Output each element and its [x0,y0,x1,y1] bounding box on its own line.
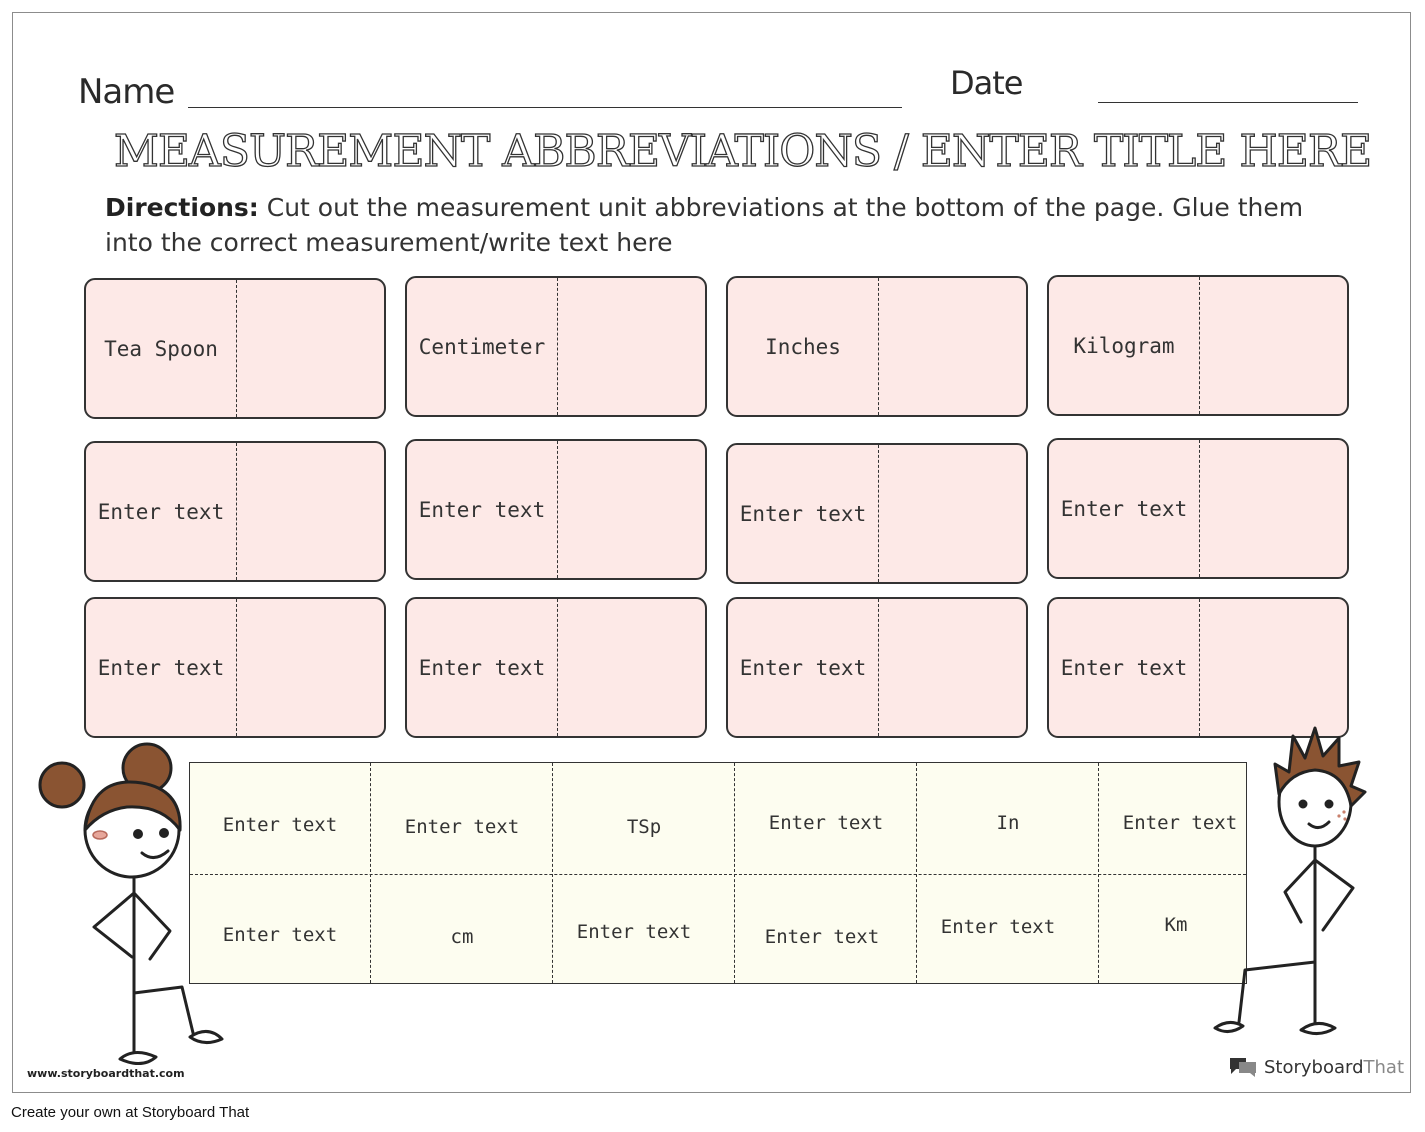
cut-line [370,763,371,983]
cut-line [236,443,237,580]
measurement-card[interactable] [726,276,1028,417]
directions-text: Cut out the measurement unit abbreviations at the bottom of the page. Glue them into the correct measurement/write text here [105,193,1304,257]
card-label: Enter text [739,655,867,680]
abbreviation-cell[interactable]: TSp [626,815,662,838]
cut-line [557,441,558,578]
speech-bubble-icon [1228,1056,1258,1078]
logo-text-story: Storyboard [1264,1056,1364,1078]
abbreviation-cell[interactable]: Enter text [576,920,692,943]
site-url[interactable]: www.storyboardthat.com [27,1067,185,1080]
card-label: Enter text [97,499,225,524]
abbreviation-cell[interactable]: In [996,811,1020,834]
abbreviation-cell[interactable]: Enter text [404,815,520,838]
card-label: Enter text [1060,655,1188,680]
card-label: Enter text [418,655,546,680]
measurement-card[interactable] [726,597,1028,738]
measurement-card[interactable] [1047,597,1349,738]
abbreviation-cell[interactable]: cm [450,925,474,948]
cut-line [878,445,879,582]
logo-text-that: That [1363,1056,1405,1078]
name-field-line[interactable] [188,107,902,108]
cut-line [557,599,558,736]
card-label: Tea Spoon [104,336,218,361]
abbreviation-cell[interactable]: Enter text [222,923,338,946]
card-label: Centimeter [418,334,546,359]
cut-line [1199,277,1200,414]
name-label: Name [78,72,175,112]
card-label: Enter text [1060,496,1188,521]
cut-line [236,280,237,417]
directions[interactable] [105,190,1335,260]
abbreviation-cell[interactable]: Enter text [940,915,1056,938]
cut-line [878,278,879,415]
directions-lead: Directions: [105,193,259,222]
abbreviation-cell[interactable]: Enter text [1122,811,1238,834]
card-label: Enter text [97,655,225,680]
measurement-card[interactable] [1047,438,1349,579]
measurement-card[interactable] [84,278,386,419]
cut-line [878,599,879,736]
card-label: Kilogram [1073,333,1175,358]
date-label: Date [950,64,1023,102]
abbreviation-cutout-strip[interactable] [189,762,1247,984]
measurement-card[interactable] [1047,275,1349,416]
cut-line [1199,599,1200,736]
date-field-line[interactable] [1098,102,1358,103]
boy-character-illustration [1205,722,1380,1047]
footer-text[interactable]: Create your own at Storyboard That [11,1104,250,1121]
worksheet-title[interactable]: MEASUREMENT ABBREVIATIONS / ENTER TITLE HERE [113,126,1372,177]
measurement-card[interactable] [84,597,386,738]
measurement-card[interactable] [405,597,707,738]
measurement-card[interactable] [84,441,386,582]
storyboardthat-logo[interactable] [1228,1056,1404,1078]
measurement-card[interactable] [405,439,707,580]
abbreviation-cell[interactable]: Enter text [768,811,884,834]
cut-line [236,599,237,736]
card-label: Inches [765,334,841,359]
abbreviation-cell[interactable]: Enter text [222,813,338,836]
measurement-card[interactable] [405,276,707,417]
card-label: Enter text [739,501,867,526]
abbreviation-cell[interactable]: Km [1164,913,1188,936]
card-label: Enter text [418,497,546,522]
cut-line [1199,440,1200,577]
measurement-card[interactable] [726,443,1028,584]
cut-line [557,278,558,415]
abbreviation-cell[interactable]: Enter text [764,925,880,948]
